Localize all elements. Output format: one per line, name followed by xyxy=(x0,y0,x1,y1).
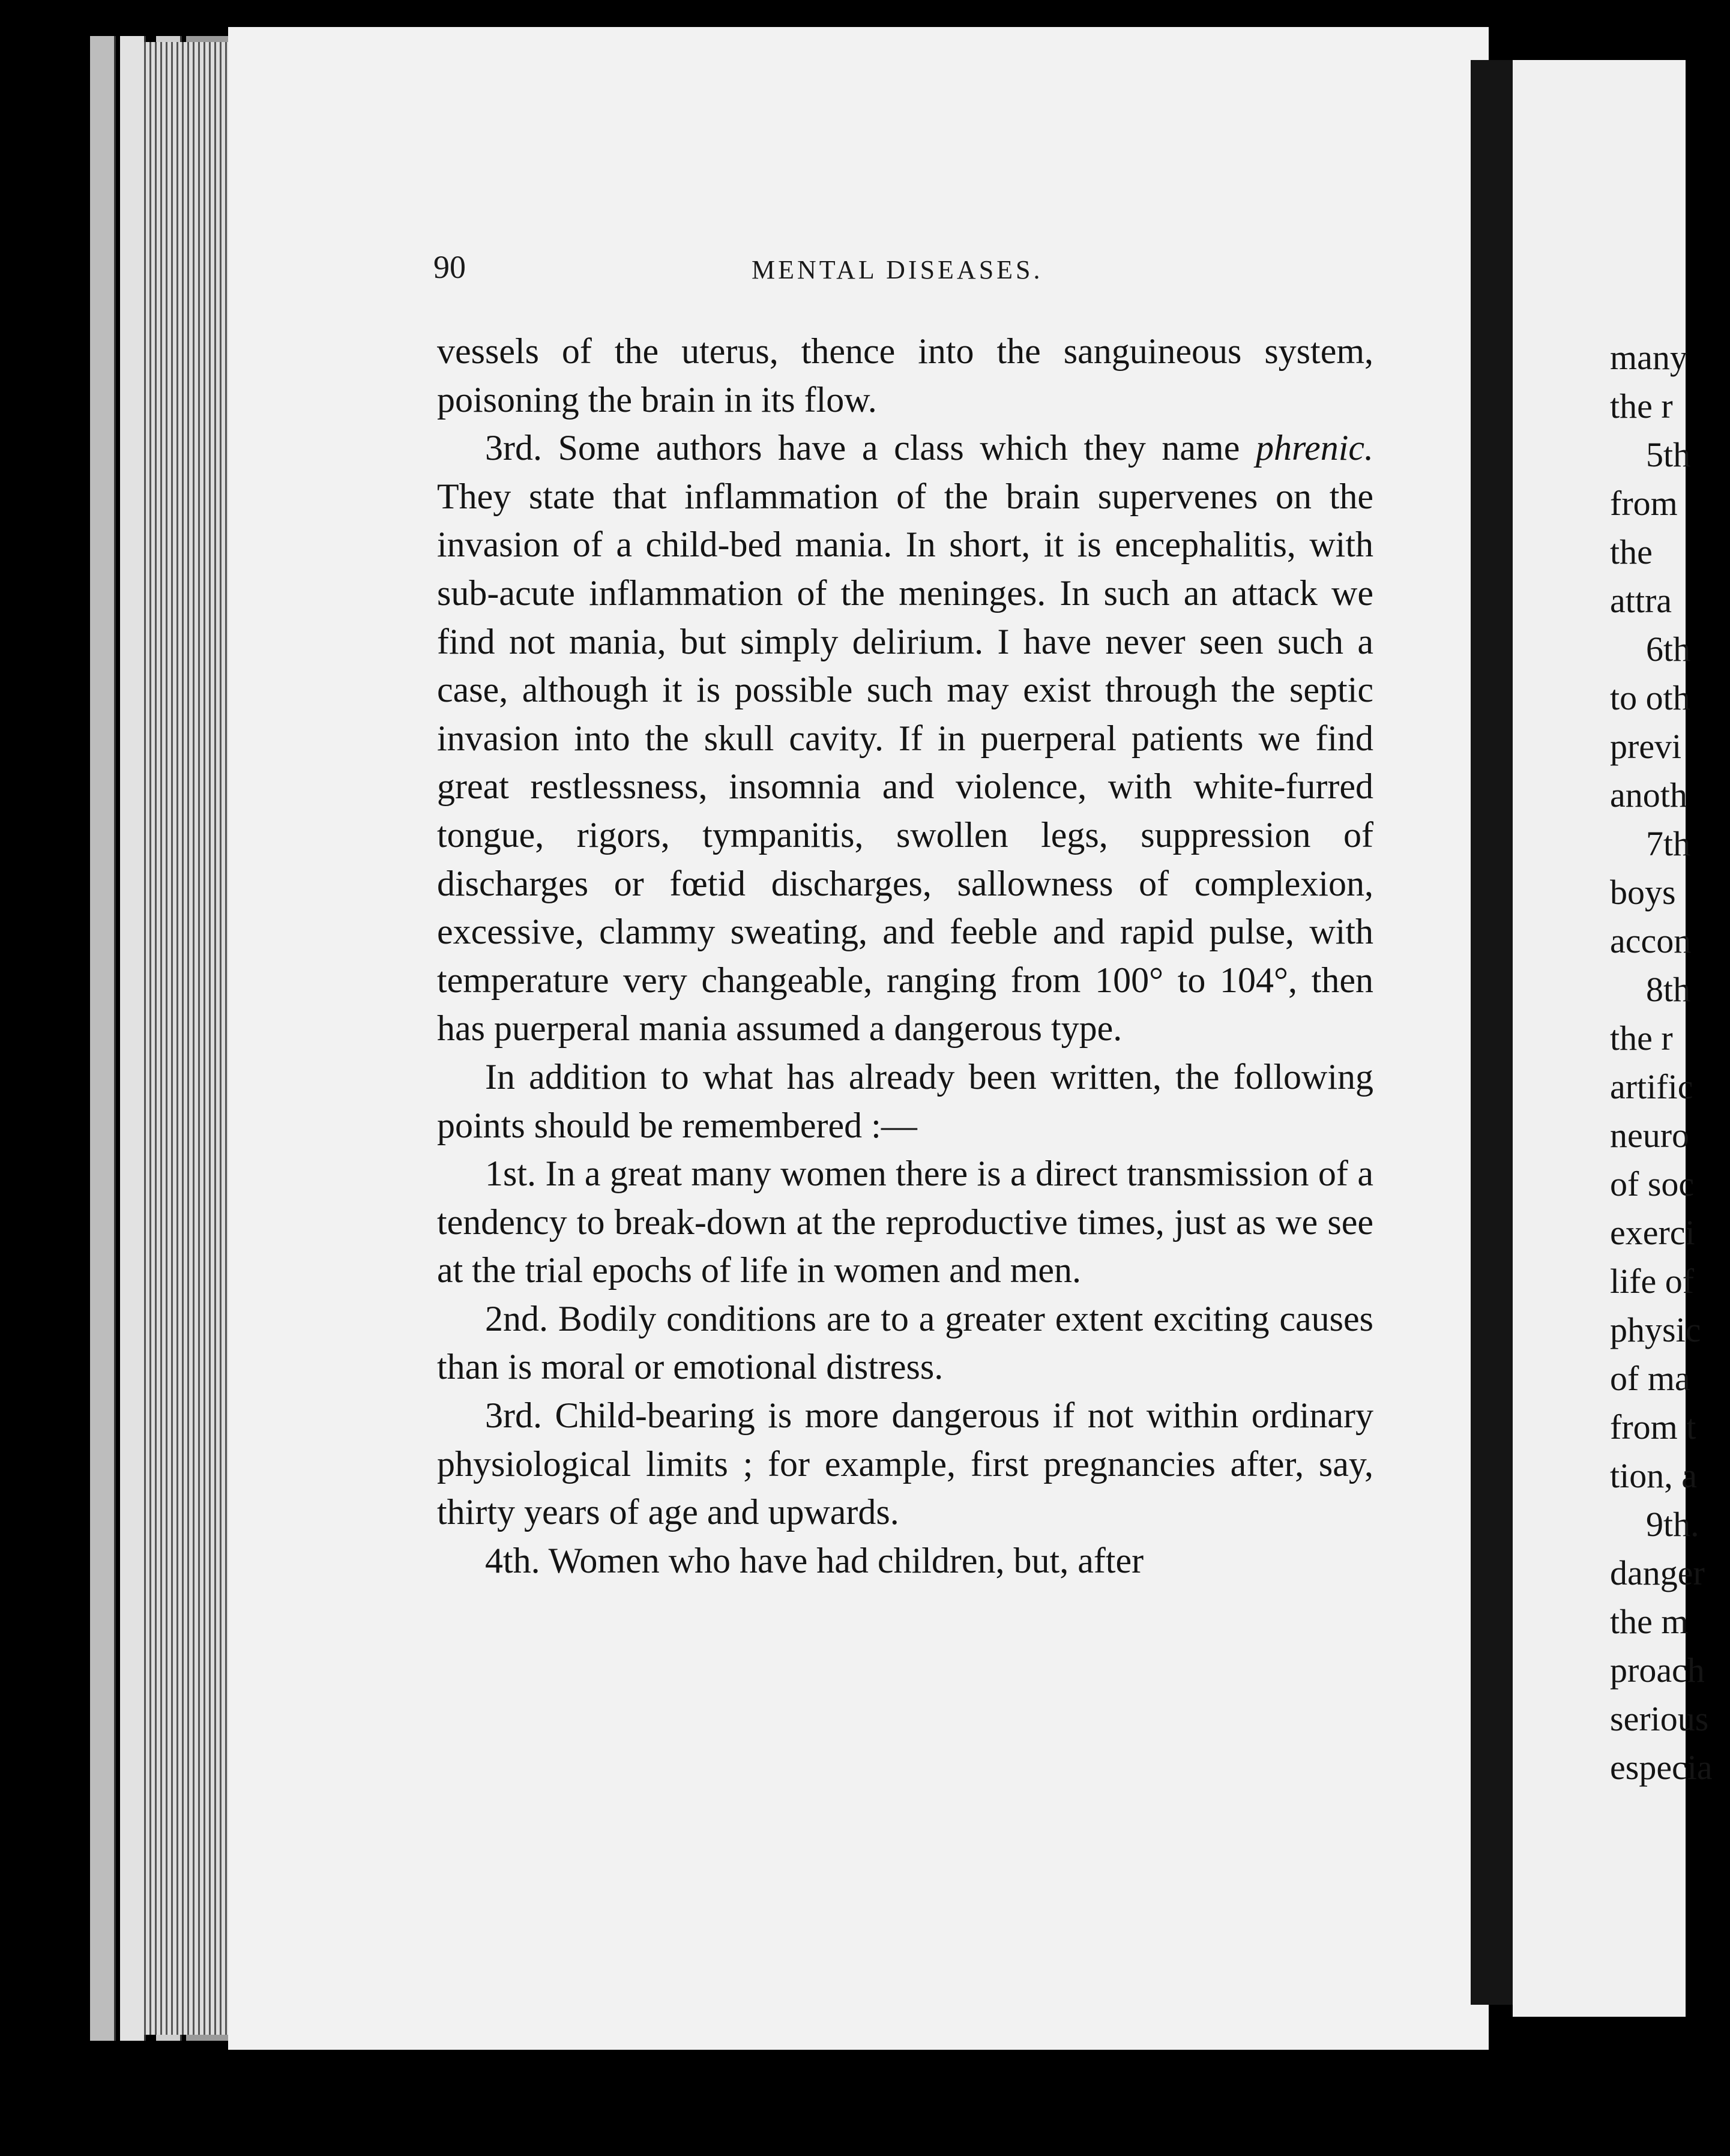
facing-line: danger xyxy=(1610,1553,1705,1592)
page-edge xyxy=(90,36,116,2041)
facing-line: life of xyxy=(1610,1262,1695,1301)
facing-line: to oth xyxy=(1610,678,1690,717)
facing-line: previ xyxy=(1610,727,1682,766)
paragraph-3: In addition to what has already been written, the following points should be remembered :— xyxy=(437,1056,1373,1145)
facing-line: proach xyxy=(1610,1651,1705,1690)
facing-line: exerci xyxy=(1610,1213,1695,1252)
facing-line: of ma xyxy=(1610,1359,1690,1398)
book-gutter xyxy=(1471,60,1513,2005)
paragraph-2 xyxy=(437,424,1373,1053)
facing-line: of soc xyxy=(1610,1164,1695,1203)
facing-line: the r xyxy=(1610,1019,1673,1058)
paragraph-5: 2nd. Bodily conditions are to a greater extent exciting causes than is moral or emotional distress. xyxy=(437,1298,1373,1387)
page-stack-lines xyxy=(144,42,234,2035)
facing-line: 5th xyxy=(1646,435,1691,474)
facing-line: tion, a xyxy=(1610,1456,1697,1495)
paragraph-2-body: They state that inflammation of the brain supervenes on the invasion of a child-bed mania. In short, it is encephalitis, with sub-acute inflammation of the meninges. In such an attack we find not mania, but simply delirium. I have never seen such a case, although it is possible such may exist through the septic invasion into the skull cavity. If in puerperal patients we find great restlessness, insomnia and violence, with white-furred tongue, rigors, tympanitis, swollen legs, suppression of discharges or fœtid discharges, sallowness of complexion, excessive, clammy sweating, and feeble and rapid pulse, with temperature very changeable, ranging from 100° to 104°, then has puerperal mania assumed a dangerous type. xyxy=(437,476,1373,1049)
facing-line: serious xyxy=(1610,1699,1709,1738)
facing-line: attra xyxy=(1610,581,1672,620)
facing-page-text xyxy=(1610,333,1730,1792)
facing-line: 7th xyxy=(1646,824,1691,863)
term-phrenic: phrenic. xyxy=(1255,428,1374,468)
facing-line: the m xyxy=(1610,1602,1689,1641)
facing-line: the xyxy=(1610,532,1653,571)
facing-line: the r xyxy=(1610,387,1673,426)
body-text xyxy=(437,327,1373,1585)
facing-line: from t xyxy=(1610,1408,1696,1447)
paragraph-2-lead: 3rd. Some authors have a class which they name xyxy=(485,428,1240,468)
facing-line: 8th xyxy=(1646,970,1691,1009)
page-header xyxy=(433,248,1142,297)
facing-line: neuro xyxy=(1610,1116,1690,1155)
page-edge xyxy=(120,36,146,2041)
page-number: 90 xyxy=(433,249,466,285)
facing-line: 6th xyxy=(1646,630,1691,669)
facing-line: many xyxy=(1610,338,1687,377)
facing-line: boys xyxy=(1610,873,1676,912)
facing-line: from xyxy=(1610,484,1678,523)
facing-line: accon xyxy=(1610,921,1692,960)
running-title: MENTAL DISEASES. xyxy=(752,255,1043,285)
paragraph-7: 4th. Women who have had children, but, after xyxy=(485,1540,1144,1580)
facing-line: physic xyxy=(1610,1310,1701,1349)
paragraph-1: vessels of the uterus, thence into the sanguineous system, poisoning the brain in its flow. xyxy=(437,331,1373,420)
paragraph-6: 3rd. Child-bearing is more dangerous if not within ordinary physiological limits ; for example, first pregnancies after, say, thirty years of age and upwards. xyxy=(437,1396,1373,1532)
paragraph-4: 1st. In a great many women there is a direct transmission of a tendency to break-down at the reproductive times, just as we see at the trial epochs of life in women and men. xyxy=(437,1154,1373,1290)
facing-line: anoth xyxy=(1610,775,1687,815)
facing-line: especia xyxy=(1610,1748,1713,1787)
facing-line: artific xyxy=(1610,1067,1693,1106)
facing-page-text-clip xyxy=(1513,60,1713,2017)
facing-line: 9th. xyxy=(1646,1505,1699,1544)
